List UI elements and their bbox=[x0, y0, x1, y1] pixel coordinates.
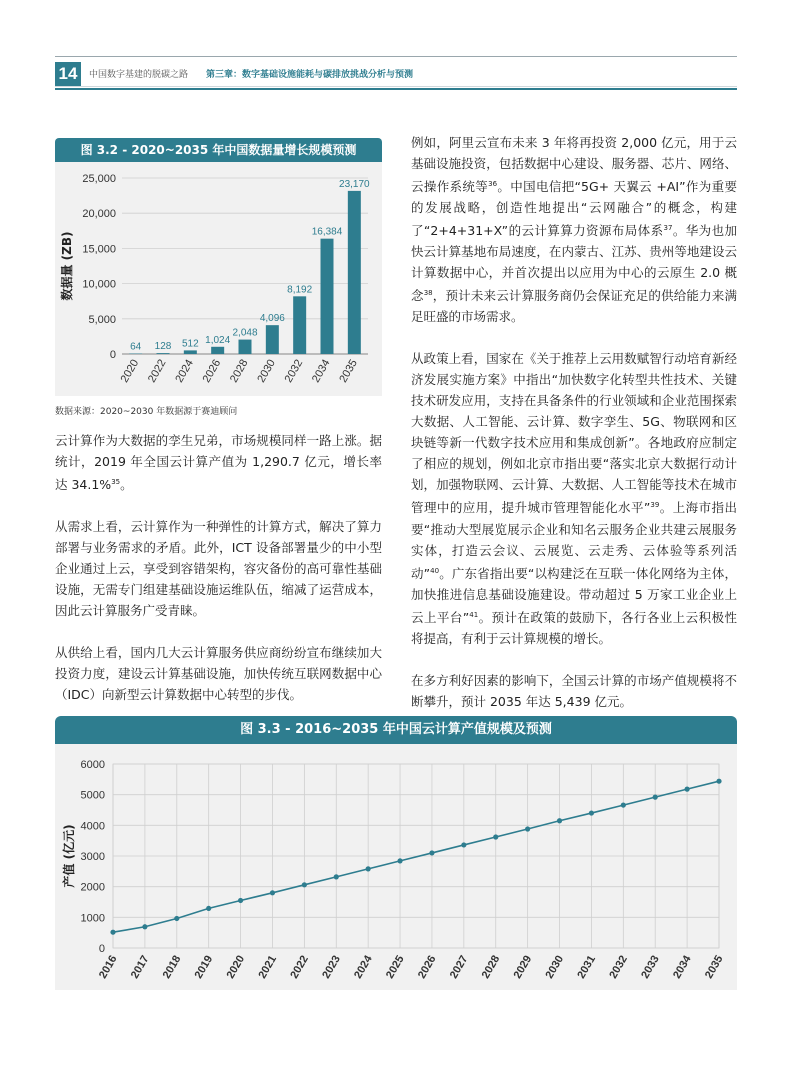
y-tick-label: 4000 bbox=[80, 820, 105, 833]
x-tick-label: 2020 bbox=[224, 953, 248, 981]
x-tick-label: 2030 bbox=[543, 953, 567, 981]
data-point bbox=[238, 898, 243, 903]
y-tick-label: 20,000 bbox=[82, 208, 116, 221]
y-tick-label: 0 bbox=[98, 943, 105, 955]
footnote-ref: 37 bbox=[663, 224, 673, 233]
data-point bbox=[589, 810, 594, 815]
data-point bbox=[461, 842, 466, 847]
x-tick-label: 2026 bbox=[200, 357, 224, 385]
figure-1-panel bbox=[55, 162, 382, 396]
footnote-ref: 39 bbox=[650, 501, 660, 510]
text-run: ，预计未来云计算服务商仍会保证充足的供给能力来满足旺盛的市场需求。 bbox=[411, 288, 737, 325]
bar bbox=[321, 239, 334, 354]
y-tick-label: 15,000 bbox=[82, 243, 116, 256]
x-tick-label: 2029 bbox=[511, 953, 535, 981]
bar bbox=[211, 347, 224, 354]
x-tick-label: 2031 bbox=[575, 953, 599, 981]
x-tick-label: 2028 bbox=[479, 953, 503, 981]
x-tick-label: 2027 bbox=[447, 953, 471, 981]
bar bbox=[157, 353, 170, 354]
data-point bbox=[429, 850, 434, 855]
data-label: 1,024 bbox=[205, 334, 231, 346]
x-tick-label: 2020 bbox=[118, 357, 142, 385]
text-run: 。华为也加快云计算基地布局速度，在内蒙古、江苏、贵州等地建设云计算数据中心，并首次提出以应用为中心的云原生 2.0 概念 bbox=[411, 223, 737, 304]
figure-2-title: 图 3.3 - 2016~2035 年中国云计算产值规模及预测 bbox=[55, 716, 737, 744]
x-tick-label: 2025 bbox=[384, 953, 407, 981]
x-tick-label: 2018 bbox=[160, 953, 184, 981]
y-tick-label: 2000 bbox=[80, 881, 105, 894]
header-rule bbox=[55, 56, 737, 57]
data-point bbox=[302, 882, 307, 887]
x-tick-label: 2034 bbox=[671, 953, 694, 981]
right-column bbox=[411, 132, 737, 712]
x-tick-label: 2024 bbox=[352, 953, 375, 981]
paragraph-demand: 从需求上看，云计算作为一种弹性的计算方式，解决了算力部署与业务需求的矛盾。此外，ICT 设备部署量少的中小型企业通过上云，享受到容错架构，容灾备份的高可靠性基础设施，无需专门组建基础设施运维队伍，缩减了运营成本，因此云计算服务广受青睐。 bbox=[55, 519, 382, 619]
data-point bbox=[685, 787, 690, 792]
y-tick-label: 5,000 bbox=[88, 313, 116, 326]
x-tick-label: 2017 bbox=[128, 953, 152, 981]
text-run: 。中国电信把“5G+ 天翼云 +AI”作为重要的发展战略，创造性地提出“云网融合”的概念，构建了“2+4+31+X”的云计算算力资源布局体系 bbox=[411, 179, 737, 239]
figure-1-source: 数据来源：2020~2030 年数据源于赛迪顾问 bbox=[55, 407, 238, 417]
paragraph-policy bbox=[411, 348, 737, 648]
x-tick-label: 2035 bbox=[702, 953, 726, 981]
x-tick-label: 2022 bbox=[288, 953, 311, 981]
data-point bbox=[493, 834, 498, 839]
page-number: 14 bbox=[55, 62, 81, 86]
y-tick-label: 10,000 bbox=[82, 278, 116, 291]
bar bbox=[293, 296, 306, 354]
figure-1-title: 图 3.2 - 2020~2035 年中国数据量增长规模预测 bbox=[55, 138, 382, 162]
x-tick-label: 2035 bbox=[337, 357, 360, 385]
bar bbox=[239, 340, 252, 354]
text-run: 例如，阿里云宣布未来 3 年将再投资 2,000 亿元，用于云基础设施投资，包括数据中心建设、服务器、芯片、网络、云操作系统等 bbox=[411, 135, 737, 195]
left-column bbox=[55, 430, 382, 705]
paragraph-supply: 从供给上看，国内几大云计算服务供应商纷纷宣布继续加大投资力度，建设云计算基础设施，加快传统互联网数据中心（IDC）向新型云计算数据中心转型的步伐。 bbox=[55, 645, 382, 703]
paragraph-investment bbox=[411, 132, 737, 327]
paragraph-forecast bbox=[411, 670, 737, 712]
x-tick-label: 2033 bbox=[639, 953, 662, 981]
bar bbox=[348, 191, 361, 354]
chapter-title: 第三章：数字基础设施能耗与碳排放挑战分析与预测 bbox=[206, 70, 414, 80]
book-title: 中国数字基建的脱碳之路 bbox=[89, 70, 189, 80]
data-label: 2,048 bbox=[232, 327, 258, 339]
x-tick-label: 2028 bbox=[227, 357, 251, 385]
text-run: 。广东省指出要“以构建泛在互联一体化网络为主体，加快推进信息基础设施建设。带动超过 5 万家工业企业上云上平台” bbox=[411, 565, 737, 625]
data-point bbox=[174, 916, 179, 921]
x-tick-label: 2026 bbox=[415, 953, 439, 981]
data-label: 16,384 bbox=[311, 226, 343, 238]
bar bbox=[184, 350, 197, 354]
data-point bbox=[525, 826, 530, 831]
x-tick-label: 2021 bbox=[256, 953, 280, 981]
data-point bbox=[334, 874, 339, 879]
y-axis-label: 产值 (亿元) bbox=[62, 824, 76, 888]
y-tick-label: 6000 bbox=[80, 759, 105, 771]
x-tick-label: 2016 bbox=[96, 953, 120, 981]
text-run: 在多方利好因素的影响下，全国云计算的市场产值规模将不断攀升，预计 2035 年达 5,439 亿元。 bbox=[411, 672, 737, 709]
data-label: 128 bbox=[154, 341, 172, 353]
x-tick-label: 2022 bbox=[145, 357, 169, 385]
x-tick-label: 2030 bbox=[255, 357, 278, 385]
header-divider-light bbox=[55, 86, 737, 87]
data-point bbox=[206, 906, 211, 911]
data-point bbox=[270, 890, 275, 895]
data-label: 23,170 bbox=[339, 178, 370, 190]
x-tick-label: 2023 bbox=[320, 953, 343, 981]
data-point bbox=[397, 858, 402, 863]
text-run: 。上海市指出要“推动大型展览展示企业和知名云服务企业共建云展服务实体，打造云会议、云展览、云走秀、云体验等系列活动” bbox=[411, 500, 737, 581]
data-point bbox=[142, 924, 147, 929]
data-label: 64 bbox=[130, 341, 142, 353]
data-label: 512 bbox=[181, 338, 199, 350]
data-point bbox=[653, 795, 658, 800]
footnote-ref: 41 bbox=[469, 610, 479, 619]
x-tick-label: 2019 bbox=[192, 953, 216, 981]
text-run: 。预计在政策的鼓励下，各行各业上云积极性将提高，有利于云计算规模的增长。 bbox=[411, 609, 737, 646]
x-tick-label: 2032 bbox=[607, 953, 630, 981]
y-tick-label: 5000 bbox=[80, 789, 105, 802]
bar bbox=[266, 325, 279, 354]
data-point bbox=[557, 818, 562, 823]
bar-chart-data-volume bbox=[55, 162, 382, 396]
y-tick-label: 1000 bbox=[80, 912, 105, 925]
y-tick-label: 25,000 bbox=[82, 173, 116, 185]
y-tick-label: 0 bbox=[109, 349, 116, 361]
figure-2-panel bbox=[55, 744, 737, 990]
x-tick-label: 2032 bbox=[282, 357, 306, 385]
data-point bbox=[716, 779, 721, 784]
footnote-ref: 40 bbox=[430, 566, 440, 575]
y-tick-label: 3000 bbox=[80, 851, 105, 863]
y-axis-label: 数据量 (ZB) bbox=[60, 231, 74, 301]
text-run: 从政策上看，国家在《关于推荐上云用数赋智行动培育新经济发展实施方案》中指出“加快数字化转型共性技术、关键技术研发应用，支持在具备条件的行业领域和企业范围探索大数据、人工智能、云计算、数字孪生、5G、物联网和区块链等新一代数字技术应用和集成创新”。各地政府应制定了相应的规划，例如北京市指出要“落实北京大数据行动计划，加强物联网、云计算、大数据、人工智能等技术在城市管理中的应用，提升城市管理智能化水平” bbox=[411, 351, 737, 516]
x-tick-label: 2024 bbox=[173, 357, 196, 385]
data-label: 4,096 bbox=[259, 313, 285, 325]
data-point bbox=[366, 866, 371, 871]
data-label: 8,192 bbox=[287, 284, 313, 296]
series-line bbox=[113, 781, 719, 932]
data-point bbox=[621, 802, 626, 807]
footnote-ref: 36 bbox=[488, 180, 498, 188]
footnote-ref: 38 bbox=[423, 289, 433, 298]
paragraph-market: 云计算作为大数据的孪生兄弟，市场规模同样一路上涨。据统计，2019 年全国云计算产值为 1,290.7 亿元，增长率达 34.1%$^{35}$。 bbox=[55, 433, 382, 493]
header-divider bbox=[55, 88, 737, 90]
line-chart-cloud-output bbox=[55, 744, 737, 990]
data-point bbox=[110, 930, 115, 935]
x-tick-label: 2034 bbox=[309, 357, 333, 385]
